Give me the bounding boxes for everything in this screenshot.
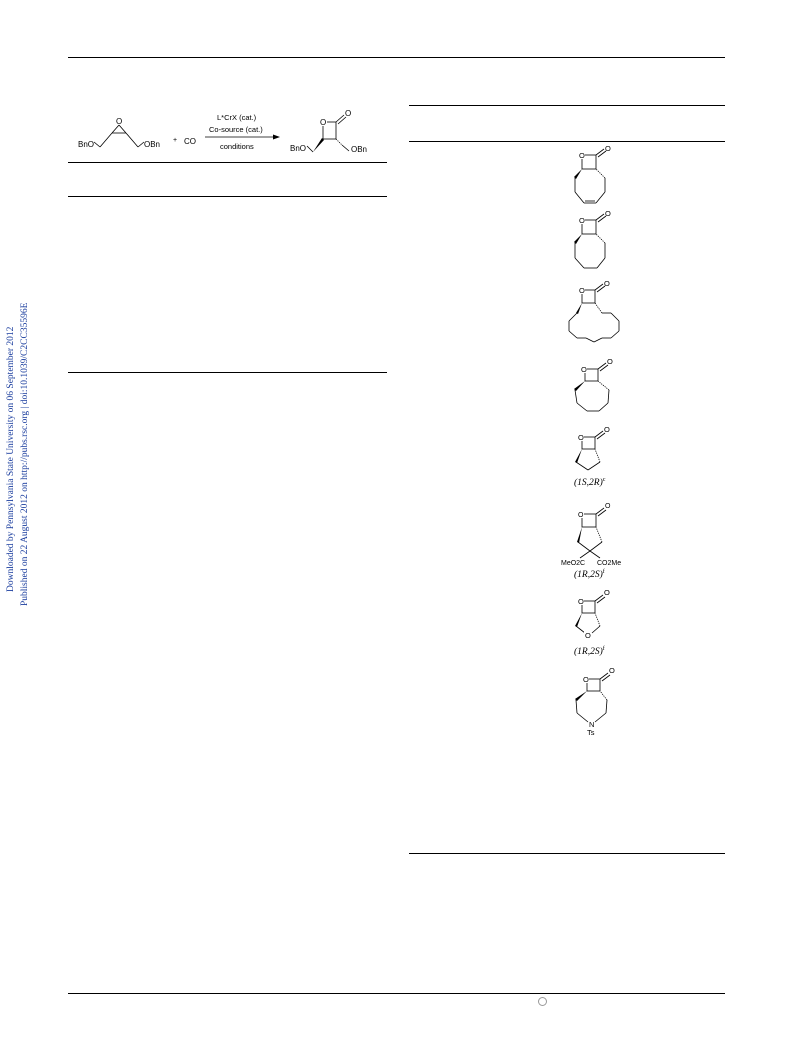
ester-left: MeO2C	[561, 560, 586, 567]
reactant-obn: OBn	[144, 140, 161, 149]
table-top-rule	[68, 162, 387, 163]
entry6-configuration: $(1R,2S)^f$	[574, 569, 605, 581]
epoxide-oxygen: O	[116, 117, 123, 126]
entry2-structure	[560, 211, 624, 280]
reaction-scheme	[70, 108, 388, 160]
download-notice	[2, 262, 36, 607]
ring-oxygen: O	[585, 631, 591, 640]
reactant-bno: BnO	[78, 140, 95, 149]
oxygen-atom: O	[578, 433, 584, 442]
table-bottom-rule	[68, 372, 387, 373]
ring-oxygen: O	[320, 118, 327, 127]
oxygen-atom: O	[578, 512, 584, 519]
oxygen-atom: O	[609, 668, 615, 675]
product-obn: OBn	[351, 145, 368, 154]
entry4-structure	[565, 357, 623, 424]
carbon-monoxide: CO	[184, 137, 196, 146]
plus-sign: +	[173, 137, 178, 144]
entry3-structure	[565, 280, 623, 349]
footer-rule	[68, 993, 725, 994]
oxygen-atom: O	[583, 675, 589, 684]
oxygen-atom: O	[581, 365, 587, 374]
oxygen-atom: O	[605, 146, 611, 153]
right-table-bottom-rule	[409, 853, 725, 854]
oxygen-atom: O	[578, 597, 584, 606]
entry6-structure	[560, 500, 630, 573]
oxygen-atom: O	[605, 503, 611, 510]
oxygen-atom: O	[605, 211, 611, 218]
publication-line: Published on 22 August 2012 on http://pubs.rsc.org | doi:10.1039/C2CC35596E	[20, 302, 30, 606]
entry8-structure	[563, 668, 623, 745]
entry1-structure	[560, 146, 624, 215]
header-rule	[68, 57, 725, 58]
footer-circle-icon	[538, 997, 547, 1006]
oxygen-atom: O	[607, 357, 613, 366]
co-source-label: Co-source (cat.)	[209, 125, 263, 134]
right-table-header-rule	[409, 141, 725, 142]
entry5-structure	[568, 425, 620, 480]
oxygen-atom: O	[579, 151, 585, 160]
nitrogen-atom: N	[589, 720, 595, 729]
download-line: Downloaded by Pennsylvania State University on 06 September 2012	[6, 326, 16, 592]
table-header-rule	[68, 196, 387, 197]
tosyl-group: Ts	[587, 728, 595, 737]
ester-right: CO2Me	[597, 560, 622, 567]
conditions-label: conditions	[220, 142, 254, 151]
oxygen-atom: O	[579, 286, 585, 295]
right-table-top-rule	[409, 105, 725, 106]
product-bno: BnO	[290, 144, 307, 153]
catalyst-label: L*CrX (cat.)	[217, 113, 257, 122]
carbonyl-oxygen: O	[345, 109, 352, 118]
oxygen-atom: O	[604, 425, 610, 434]
entry5-configuration: $(1S,2R)^c$	[574, 477, 606, 489]
oxygen-atom: O	[604, 280, 610, 288]
oxygen-atom: O	[604, 589, 610, 597]
oxygen-atom: O	[579, 216, 585, 225]
entry7-configuration: $(1R,2S)^f$	[574, 646, 605, 658]
entry7-structure	[566, 589, 620, 650]
